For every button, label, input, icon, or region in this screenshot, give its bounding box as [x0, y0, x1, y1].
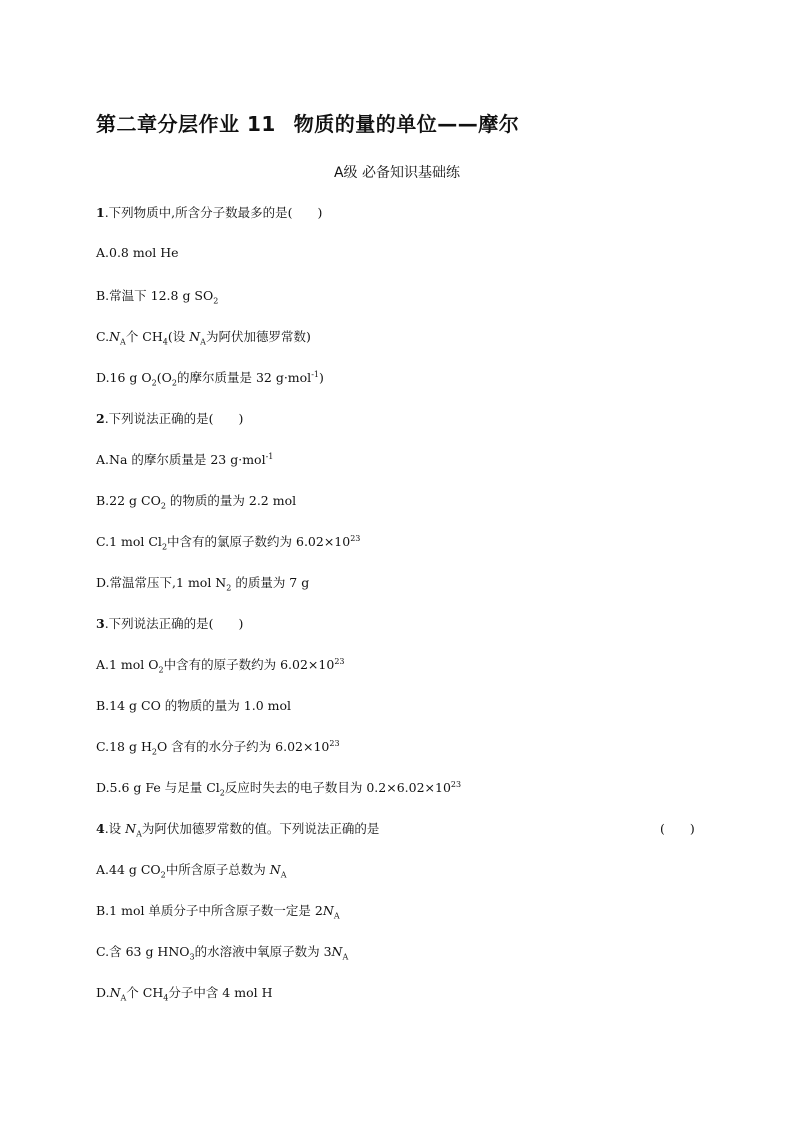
option-text: 中含有的原子数约为 6.02×10	[163, 657, 335, 672]
option-text: A.44 g CO	[96, 862, 161, 877]
option-text: 中含有的氯原子数约为 6.02×10	[167, 534, 351, 549]
avogadro-symbol: N	[125, 821, 137, 836]
option-text: B.常温下 12.8 g SO	[96, 288, 214, 303]
subscript: A	[200, 337, 206, 347]
option-text: )	[318, 370, 324, 385]
question-3-option-d	[96, 778, 461, 796]
question-1-option-a	[96, 245, 179, 260]
question-1-option-d	[96, 368, 324, 386]
question-2-stem	[96, 409, 243, 427]
option-text: O 含有的水分子约为 6.02×10	[156, 739, 330, 754]
superscript: 23	[334, 656, 345, 666]
question-2-option-a	[96, 450, 273, 468]
avogadro-symbol: N	[109, 985, 121, 1000]
question-number: 2	[96, 411, 105, 426]
question-1-stem	[96, 203, 322, 221]
subscript: A	[342, 952, 349, 962]
question-text: .设	[104, 821, 126, 836]
subscript: 3	[189, 952, 195, 962]
subscript: A	[120, 337, 126, 347]
question-2-option-d	[96, 573, 309, 591]
option-text: 的物质的量为 2.2 mol	[165, 493, 297, 508]
subscript: 2	[213, 296, 219, 306]
question-number: 3	[96, 616, 105, 631]
option-text: D.常温常压下,1 mol N	[96, 575, 227, 590]
option-text: B.22 g CO	[96, 493, 161, 508]
subscript: A	[333, 911, 340, 921]
question-2-option-b	[96, 491, 296, 509]
subscript: 4	[162, 337, 168, 347]
question-number: 4	[96, 821, 105, 836]
subscript: 2	[171, 378, 177, 388]
option-text: 中所含原子总数为	[165, 862, 270, 877]
option-text: 个 CH	[126, 985, 164, 1000]
option-text: C.1 mol Cl	[96, 534, 162, 549]
subscript: 2	[226, 583, 232, 593]
avogadro-symbol: N	[189, 329, 201, 344]
superscript: 23	[329, 738, 340, 748]
avogadro-symbol: N	[322, 903, 334, 918]
subscript: 2	[160, 501, 166, 511]
subscript: A	[136, 829, 142, 839]
question-4-answer-paren: ( )	[660, 821, 695, 836]
avogadro-symbol: N	[269, 862, 281, 877]
subscript: 2	[219, 788, 225, 798]
question-1-option-b	[96, 286, 218, 304]
option-text: 为阿伏加德罗常数)	[205, 329, 311, 344]
option-text: (设	[167, 329, 190, 344]
title-sub: 物质的量的单位——摩尔	[293, 112, 520, 136]
question-4-option-c	[96, 942, 348, 960]
question-1-option-c	[96, 327, 311, 345]
question-3-option-b	[96, 696, 291, 714]
option-text: D.5.6 g Fe 与足量 Cl	[96, 780, 220, 795]
title-main: 第二章分层作业 11	[96, 112, 276, 136]
subscript: 2	[161, 542, 168, 552]
subscript: A	[120, 993, 127, 1003]
option-text: 的水溶液中氧原子数为 3	[194, 944, 332, 959]
option-text: A.0.8 mol He	[96, 245, 179, 260]
question-4-stem	[96, 819, 379, 837]
question-number: 1	[96, 205, 105, 220]
option-text: 分子中含 4 mol H	[168, 985, 273, 1000]
avogadro-symbol: N	[331, 944, 343, 959]
question-3-stem	[96, 614, 243, 632]
superscript: 23	[350, 533, 361, 543]
question-4-option-d	[96, 983, 272, 1001]
option-text: 反应时失去的电子数目为 0.2×6.02×10	[224, 780, 451, 795]
option-text: (O	[156, 370, 172, 385]
subscript: 2	[160, 870, 166, 880]
question-2-option-c	[96, 532, 360, 550]
option-text: B.1 mol 单质分子中所含原子数一定是 2	[96, 903, 323, 918]
question-4-option-b	[96, 901, 340, 919]
subscript: A	[280, 870, 287, 880]
option-text: 个 CH	[125, 329, 163, 344]
subscript: 2	[158, 665, 164, 675]
page-title	[96, 108, 519, 137]
option-text: D.16 g O	[96, 370, 152, 385]
question-text: .下列物质中,所含分子数最多的是( )	[104, 205, 323, 220]
question-3-option-c	[96, 737, 340, 755]
option-text: A.1 mol O	[96, 657, 159, 672]
question-text: .下列说法正确的是( )	[104, 411, 244, 426]
question-text: 为阿伏加德罗常数的值。下列说法正确的是	[141, 821, 380, 836]
section-label: A级 必备知识基础练	[333, 165, 461, 181]
option-text: A.Na 的摩尔质量是 23 g·mol	[96, 452, 266, 467]
subscript: 2	[151, 747, 157, 757]
superscript: 23	[450, 779, 462, 789]
option-text: B.14 g CO 的物质的量为 1.0 mol	[96, 698, 292, 713]
avogadro-symbol: N	[109, 329, 121, 344]
question-4-option-a	[96, 860, 286, 878]
subscript: 4	[163, 993, 169, 1003]
option-text: 的摩尔质量是 32 g·mol	[176, 370, 312, 385]
question-3-option-a	[96, 655, 345, 673]
option-text: C.18 g H	[96, 739, 152, 754]
option-text: D.	[96, 985, 110, 1000]
option-text: C.	[96, 329, 110, 344]
option-text: C.含 63 g HNO	[96, 944, 190, 959]
question-text: .下列说法正确的是( )	[104, 616, 244, 631]
superscript: -1	[265, 451, 274, 461]
superscript: -1	[311, 369, 319, 379]
subscript: 2	[151, 378, 157, 388]
option-text: 的质量为 7 g	[231, 575, 310, 590]
